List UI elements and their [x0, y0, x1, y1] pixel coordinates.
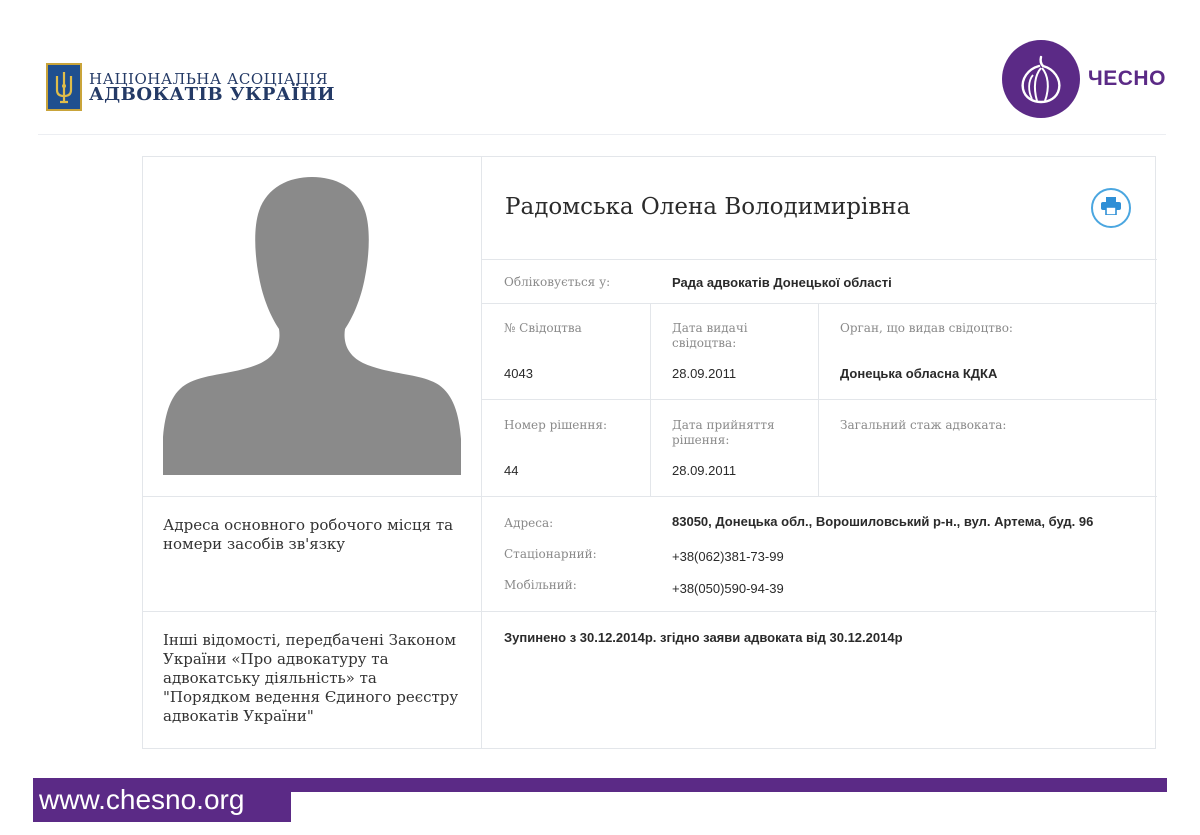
- trident-emblem-icon: [46, 63, 82, 111]
- avatar-placeholder: [163, 177, 461, 480]
- certificate-number-value: 4043: [504, 366, 533, 381]
- footer-url-link[interactable]: www.chesno.org: [33, 778, 291, 822]
- garlic-icon: [1002, 40, 1080, 118]
- issue-date-label: Дата видачі свідоцтва:: [672, 321, 748, 350]
- decision-date-value: 28.09.2011: [672, 463, 737, 478]
- registered-label: Обліковується у:: [504, 275, 611, 289]
- row-divider: [143, 611, 1157, 612]
- cell-divider: [818, 303, 819, 496]
- landline-label: Стаціонарний:: [504, 547, 597, 561]
- printer-icon: [1101, 197, 1121, 220]
- issuer-label: Орган, що видав свідоцтво:: [840, 321, 1013, 335]
- address-label: Адреса:: [504, 516, 554, 530]
- row-divider: [143, 496, 1157, 497]
- naau-logo: [46, 63, 335, 111]
- chesno-logo: [1002, 40, 1166, 118]
- lawyer-name: Радомська Олена Володимирівна: [505, 194, 911, 220]
- mobile-label: Мобільний:: [504, 578, 577, 592]
- lawyer-profile-card: [142, 156, 1156, 749]
- certificate-number-label: № Свідоцтва: [504, 321, 582, 335]
- experience-label: Загальний стаж адвоката:: [840, 418, 1007, 432]
- chesno-brand-text: ЧЕСНО: [1088, 67, 1166, 90]
- landline-value: +38(062)381-73-99: [672, 549, 784, 564]
- naau-name-line2: АДВОКАТІВ УКРАЇНИ: [89, 84, 335, 105]
- row-divider: [481, 399, 1157, 400]
- naau-name-line1: НАЦІОНАЛЬНА АСОЦІАЦІЯ: [89, 70, 329, 88]
- issuer-value: Донецька обласна КДКА: [840, 366, 998, 381]
- decision-date-label: Дата прийняття рішення:: [672, 418, 775, 447]
- issue-date-value: 28.09.2011: [672, 366, 737, 381]
- row-divider: [481, 259, 1157, 260]
- header-divider: [38, 134, 1166, 135]
- contacts-section-title: Адреса основного робочого місця та номери засобів зв'язку: [163, 516, 454, 553]
- mobile-value: +38(050)590-94-39: [672, 581, 784, 596]
- print-button[interactable]: [1091, 188, 1131, 228]
- row-divider: [481, 303, 1157, 304]
- decision-number-value: 44: [504, 463, 519, 478]
- column-divider: [481, 157, 482, 749]
- registered-value: Рада адвокатів Донецької області: [672, 275, 892, 290]
- decision-number-label: Номер рішення:: [504, 418, 608, 432]
- address-value: 83050, Донецька обл., Ворошиловський р-н., вул. Артема, буд. 96: [672, 514, 1094, 529]
- cell-divider: [650, 303, 651, 496]
- other-info-value: Зупинено з 30.12.2014р. згідно заяви адвоката від 30.12.2014р: [504, 630, 903, 645]
- other-info-section-title: Інші відомості, передбачені Законом України «Про адвокатуру та адвокатську діяльність» та "Порядком ведення Єдиного реєстру адвокатів України": [163, 631, 459, 725]
